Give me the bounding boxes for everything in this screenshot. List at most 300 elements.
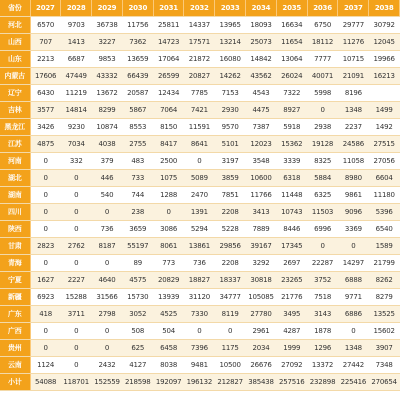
table-row [0, 170, 400, 187]
year-header: 2035 [276, 0, 307, 17]
value-cell: 0 [215, 323, 246, 340]
value-cell: 0 [153, 204, 184, 221]
value-cell: 11503 [307, 204, 338, 221]
value-cell: 21799 [369, 255, 400, 272]
value-cell: 1499 [369, 102, 400, 119]
value-cell: 9481 [184, 357, 215, 374]
value-cell: 10743 [276, 204, 307, 221]
value-cell: 4287 [276, 323, 307, 340]
value-cell: 8038 [153, 357, 184, 374]
value-cell: 17606 [30, 68, 61, 85]
value-cell: 0 [61, 357, 92, 374]
value-cell: 2034 [246, 340, 277, 357]
value-cell: 11591 [184, 119, 215, 136]
value-cell: 11276 [338, 34, 369, 51]
value-cell: 31120 [184, 289, 215, 306]
value-cell: 13525 [369, 306, 400, 323]
value-cell: 0 [30, 187, 61, 204]
table-row [0, 187, 400, 204]
value-cell: 54088 [30, 374, 61, 391]
value-cell: 8187 [92, 238, 123, 255]
value-cell: 4038 [92, 136, 123, 153]
value-cell: 504 [153, 323, 184, 340]
value-cell: 2500 [153, 153, 184, 170]
value-cell: 5884 [307, 170, 338, 187]
value-cell: 7889 [246, 221, 277, 238]
value-cell: 1296 [307, 340, 338, 357]
value-cell: 29856 [215, 238, 246, 255]
table-row [0, 357, 400, 374]
province-label: 陕西 [0, 221, 30, 238]
value-cell: 43332 [92, 68, 123, 85]
value-cell: 5867 [122, 102, 153, 119]
value-cell: 7153 [215, 85, 246, 102]
value-cell: 4127 [122, 357, 153, 374]
value-cell: 0 [30, 170, 61, 187]
value-cell: 8553 [122, 119, 153, 136]
value-cell: 36738 [92, 17, 123, 34]
province-label: 山东 [0, 51, 30, 68]
value-cell: 6458 [153, 340, 184, 357]
value-cell: 29777 [338, 17, 369, 34]
value-cell: 105085 [246, 289, 277, 306]
value-cell: 2961 [246, 323, 277, 340]
value-cell: 2930 [215, 102, 246, 119]
province-label: 广东 [0, 306, 30, 323]
table-row [0, 238, 400, 255]
value-cell: 13861 [184, 238, 215, 255]
value-cell: 1124 [30, 357, 61, 374]
value-cell: 3659 [122, 221, 153, 238]
value-cell: 5396 [369, 204, 400, 221]
value-cell: 15362 [276, 136, 307, 153]
value-cell: 27092 [276, 357, 307, 374]
value-cell: 40071 [307, 68, 338, 85]
value-cell: 7396 [184, 340, 215, 357]
year-header: 2030 [122, 0, 153, 17]
value-cell: 0 [338, 323, 369, 340]
table-row [0, 119, 400, 136]
value-cell: 13214 [215, 34, 246, 51]
value-cell: 7034 [61, 136, 92, 153]
value-cell: 11654 [276, 34, 307, 51]
value-cell: 13965 [215, 17, 246, 34]
value-cell: 16213 [369, 68, 400, 85]
value-cell: 0 [61, 204, 92, 221]
value-cell: 6886 [338, 306, 369, 323]
value-cell: 270654 [369, 374, 400, 391]
value-cell: 7322 [276, 85, 307, 102]
value-cell: 5089 [184, 170, 215, 187]
province-label: 青海 [0, 255, 30, 272]
value-cell: 4525 [153, 306, 184, 323]
value-cell: 483 [122, 153, 153, 170]
value-cell: 0 [307, 238, 338, 255]
value-cell: 736 [92, 221, 123, 238]
value-cell: 257516 [276, 374, 307, 391]
value-cell: 12045 [369, 34, 400, 51]
value-cell: 3197 [215, 153, 246, 170]
value-cell: 0 [92, 340, 123, 357]
value-cell: 3548 [246, 153, 277, 170]
value-cell: 625 [122, 340, 153, 357]
value-cell: 18827 [184, 272, 215, 289]
value-cell [369, 85, 400, 102]
value-cell: 6888 [338, 272, 369, 289]
value-cell: 3413 [246, 204, 277, 221]
value-cell: 0 [338, 238, 369, 255]
province-label: 宁夏 [0, 272, 30, 289]
value-cell: 2823 [30, 238, 61, 255]
value-cell: 55197 [122, 238, 153, 255]
value-cell: 0 [184, 323, 215, 340]
value-cell: 6318 [276, 170, 307, 187]
value-cell: 446 [92, 170, 123, 187]
value-cell: 2470 [184, 187, 215, 204]
province-label: 黑龙江 [0, 119, 30, 136]
value-cell: 0 [92, 204, 123, 221]
value-cell: 24586 [338, 136, 369, 153]
value-cell: 15730 [122, 289, 153, 306]
value-cell: 2208 [215, 255, 246, 272]
value-cell: 9703 [61, 17, 92, 34]
value-cell: 3227 [92, 34, 123, 51]
value-cell: 418 [30, 306, 61, 323]
value-cell: 5228 [215, 221, 246, 238]
value-cell: 10874 [92, 119, 123, 136]
value-cell: 11766 [246, 187, 277, 204]
province-label: 四川 [0, 204, 30, 221]
year-header: 2038 [369, 0, 400, 17]
province-label: 甘肃 [0, 238, 30, 255]
table-row [0, 340, 400, 357]
value-cell: 4640 [92, 272, 123, 289]
value-cell: 8061 [153, 238, 184, 255]
value-cell: 17064 [153, 51, 184, 68]
value-cell: 14262 [215, 68, 246, 85]
province-label: 小计 [0, 374, 30, 391]
value-cell: 6750 [307, 17, 338, 34]
value-cell: 238 [122, 204, 153, 221]
value-cell: 1175 [215, 340, 246, 357]
value-cell: 3907 [369, 340, 400, 357]
province-label: 江苏 [0, 136, 30, 153]
province-label: 山西 [0, 34, 30, 51]
value-cell: 212827 [215, 374, 246, 391]
value-cell: 18337 [215, 272, 246, 289]
value-cell: 0 [61, 323, 92, 340]
value-cell: 2755 [122, 136, 153, 153]
value-cell: 8119 [215, 306, 246, 323]
value-cell: 8927 [276, 102, 307, 119]
value-cell: 0 [30, 255, 61, 272]
value-cell: 0 [61, 187, 92, 204]
value-cell: 47449 [61, 68, 92, 85]
value-cell: 1391 [184, 204, 215, 221]
value-cell: 3577 [30, 102, 61, 119]
value-cell: 1492 [369, 119, 400, 136]
value-cell: 9853 [92, 51, 123, 68]
value-cell: 5101 [215, 136, 246, 153]
total-row [0, 374, 400, 391]
value-cell: 6570 [30, 17, 61, 34]
value-cell: 733 [122, 170, 153, 187]
value-cell: 4575 [122, 272, 153, 289]
value-cell: 14723 [153, 34, 184, 51]
value-cell: 3752 [307, 272, 338, 289]
value-cell: 66439 [122, 68, 153, 85]
value-cell: 2227 [61, 272, 92, 289]
value-cell: 3339 [276, 153, 307, 170]
value-cell: 3495 [276, 306, 307, 323]
year-header: 2028 [61, 0, 92, 17]
value-cell: 30818 [246, 272, 277, 289]
year-header: 2036 [307, 0, 338, 17]
value-cell: 17571 [184, 34, 215, 51]
value-cell: 8325 [307, 153, 338, 170]
value-cell: 7785 [184, 85, 215, 102]
year-header: 2037 [338, 0, 369, 17]
province-label: 内蒙古 [0, 68, 30, 85]
value-cell: 19128 [307, 136, 338, 153]
value-cell: 1075 [153, 170, 184, 187]
province-label: 贵州 [0, 340, 30, 357]
year-header: 2032 [184, 0, 215, 17]
value-cell: 0 [61, 170, 92, 187]
value-cell: 7518 [307, 289, 338, 306]
value-cell: 27780 [246, 306, 277, 323]
value-cell: 6540 [369, 221, 400, 238]
value-cell: 21091 [338, 68, 369, 85]
value-cell: 13372 [307, 357, 338, 374]
value-cell: 8980 [338, 170, 369, 187]
value-cell: 1413 [61, 34, 92, 51]
year-header: 2033 [215, 0, 246, 17]
value-cell: 0 [30, 340, 61, 357]
value-cell: 16634 [276, 17, 307, 34]
value-cell: 4475 [246, 102, 277, 119]
value-cell: 13659 [122, 51, 153, 68]
value-cell: 13939 [153, 289, 184, 306]
value-cell: 0 [92, 255, 123, 272]
value-cell: 14814 [61, 102, 92, 119]
table-row [0, 153, 400, 170]
value-cell: 773 [153, 255, 184, 272]
value-cell: 218598 [122, 374, 153, 391]
value-cell: 2213 [30, 51, 61, 68]
table-body [0, 17, 400, 391]
value-cell: 30792 [369, 17, 400, 34]
value-cell: 11219 [61, 85, 92, 102]
value-cell: 43562 [246, 68, 277, 85]
table-row [0, 323, 400, 340]
table-row [0, 68, 400, 85]
value-cell: 6325 [307, 187, 338, 204]
value-cell: 89 [122, 255, 153, 272]
value-cell: 22287 [307, 255, 338, 272]
value-cell: 0 [184, 153, 215, 170]
table-row [0, 306, 400, 323]
table-row [0, 204, 400, 221]
value-cell: 1878 [307, 323, 338, 340]
corner-header: 省份 [0, 0, 30, 17]
value-cell: 7851 [215, 187, 246, 204]
value-cell: 19966 [369, 51, 400, 68]
table-row [0, 85, 400, 102]
value-cell: 0 [30, 153, 61, 170]
value-cell: 192097 [153, 374, 184, 391]
value-cell: 13672 [92, 85, 123, 102]
province-label: 云南 [0, 357, 30, 374]
value-cell: 34777 [215, 289, 246, 306]
value-cell: 5294 [184, 221, 215, 238]
value-cell: 5998 [307, 85, 338, 102]
value-cell: 26599 [153, 68, 184, 85]
value-cell: 25811 [153, 17, 184, 34]
value-cell: 17345 [276, 238, 307, 255]
value-cell: 15602 [369, 323, 400, 340]
table-row [0, 255, 400, 272]
value-cell: 7387 [246, 119, 277, 136]
value-cell: 8196 [338, 85, 369, 102]
value-cell: 0 [307, 102, 338, 119]
value-cell: 332 [61, 153, 92, 170]
value-cell: 6604 [369, 170, 400, 187]
table-row [0, 272, 400, 289]
value-cell: 18093 [246, 17, 277, 34]
value-cell: 9861 [338, 187, 369, 204]
province-label: 湖北 [0, 170, 30, 187]
value-cell: 7421 [184, 102, 215, 119]
value-cell: 8299 [92, 102, 123, 119]
value-cell: 0 [61, 221, 92, 238]
value-cell: 3292 [246, 255, 277, 272]
value-cell: 9230 [61, 119, 92, 136]
value-cell: 21872 [184, 51, 215, 68]
table-row [0, 136, 400, 153]
table-row [0, 34, 400, 51]
province-label: 湖南 [0, 187, 30, 204]
value-cell: 8150 [153, 119, 184, 136]
value-cell: 6996 [307, 221, 338, 238]
value-cell: 39167 [246, 238, 277, 255]
value-cell: 225416 [338, 374, 369, 391]
value-cell: 2432 [92, 357, 123, 374]
value-cell: 3086 [153, 221, 184, 238]
value-cell: 3369 [338, 221, 369, 238]
value-cell: 14842 [246, 51, 277, 68]
value-cell: 3859 [215, 170, 246, 187]
value-cell: 7330 [184, 306, 215, 323]
value-cell: 379 [92, 153, 123, 170]
value-cell: 0 [61, 255, 92, 272]
value-cell: 744 [122, 187, 153, 204]
value-cell: 13064 [276, 51, 307, 68]
year-header: 2029 [92, 0, 123, 17]
value-cell: 707 [30, 34, 61, 51]
header-row [0, 0, 400, 17]
value-cell: 18112 [307, 34, 338, 51]
value-cell: 14297 [338, 255, 369, 272]
province-label: 新疆 [0, 289, 30, 306]
year-header: 2027 [30, 0, 61, 17]
value-cell: 1348 [338, 340, 369, 357]
value-cell: 26024 [276, 68, 307, 85]
value-cell: 11448 [276, 187, 307, 204]
value-cell: 7362 [122, 34, 153, 51]
value-cell: 9570 [215, 119, 246, 136]
value-cell: 4875 [30, 136, 61, 153]
province-label: 河南 [0, 153, 30, 170]
value-cell: 3426 [30, 119, 61, 136]
value-cell: 23265 [276, 272, 307, 289]
value-cell: 1999 [276, 340, 307, 357]
value-cell: 0 [30, 323, 61, 340]
value-cell: 7064 [153, 102, 184, 119]
value-cell: 14337 [184, 17, 215, 34]
value-cell: 0 [30, 204, 61, 221]
value-cell: 20829 [153, 272, 184, 289]
value-cell: 1348 [338, 102, 369, 119]
value-cell: 152559 [92, 374, 123, 391]
value-cell: 20587 [122, 85, 153, 102]
value-cell: 27515 [369, 136, 400, 153]
value-cell: 11180 [369, 187, 400, 204]
value-cell: 11058 [338, 153, 369, 170]
value-cell: 2697 [276, 255, 307, 272]
value-cell: 11756 [122, 17, 153, 34]
value-cell: 1288 [153, 187, 184, 204]
province-label: 吉林 [0, 102, 30, 119]
value-cell: 385438 [246, 374, 277, 391]
value-cell: 2798 [92, 306, 123, 323]
value-cell: 25073 [246, 34, 277, 51]
province-label: 河北 [0, 17, 30, 34]
value-cell: 21776 [276, 289, 307, 306]
value-cell: 8262 [369, 272, 400, 289]
value-cell: 0 [30, 221, 61, 238]
year-header: 2034 [246, 0, 277, 17]
value-cell: 15288 [61, 289, 92, 306]
value-cell: 232898 [307, 374, 338, 391]
value-cell: 0 [92, 323, 123, 340]
value-cell: 12023 [246, 136, 277, 153]
value-cell: 8641 [184, 136, 215, 153]
value-cell: 196132 [184, 374, 215, 391]
value-cell: 2208 [215, 204, 246, 221]
value-cell: 12434 [153, 85, 184, 102]
value-cell: 1627 [30, 272, 61, 289]
value-cell: 10715 [338, 51, 369, 68]
value-cell: 10500 [215, 357, 246, 374]
value-cell: 7777 [307, 51, 338, 68]
value-cell: 540 [92, 187, 123, 204]
value-cell: 27442 [338, 357, 369, 374]
value-cell: 6923 [30, 289, 61, 306]
province-label: 广西 [0, 323, 30, 340]
year-header: 2031 [153, 0, 184, 17]
value-cell: 0 [61, 340, 92, 357]
table-row [0, 17, 400, 34]
value-cell: 8417 [153, 136, 184, 153]
value-cell: 508 [122, 323, 153, 340]
value-cell: 3052 [122, 306, 153, 323]
value-cell: 8446 [276, 221, 307, 238]
value-cell: 118701 [61, 374, 92, 391]
value-cell: 16080 [215, 51, 246, 68]
province-label: 辽宁 [0, 85, 30, 102]
value-cell: 20827 [184, 68, 215, 85]
